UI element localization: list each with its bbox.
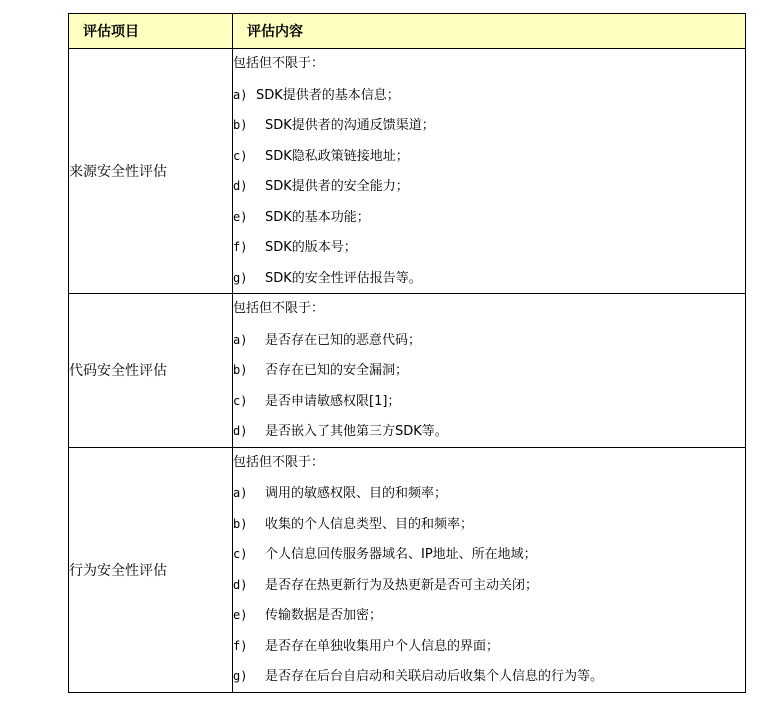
- list-text: 是否存在后台自启动和关联启动后收集个人信息的行为等。: [265, 669, 604, 684]
- list-marker: d): [233, 179, 248, 193]
- list-text: SDK的基本功能；: [265, 209, 370, 225]
- content-list-item: [233, 171, 745, 202]
- list-text: SDK的版本号；: [265, 240, 357, 255]
- content-list-item: [233, 355, 745, 386]
- list-text: 传输数据是否加密；: [265, 608, 383, 623]
- list-text: 否存在已知的安全漏洞；: [265, 363, 409, 378]
- header-assessment-content: 评估内容: [233, 14, 746, 49]
- list-text: 是否存在热更新行为及热更新是否可主动关闭；: [265, 577, 539, 593]
- content-list-item: [233, 325, 745, 356]
- assessment-item-cell: 行为安全性评估: [69, 447, 233, 692]
- content-list-item: [233, 416, 745, 447]
- list-text: 是否存在单独收集用户个人信息的界面；: [265, 638, 500, 654]
- list-marker: d): [233, 424, 248, 438]
- list-marker: b): [233, 363, 248, 377]
- list-marker: f): [233, 638, 248, 653]
- list-marker: a): [233, 87, 248, 102]
- list-marker: b): [233, 118, 248, 132]
- content-list-item: [233, 232, 745, 263]
- table-row: [69, 447, 746, 692]
- assessment-content-cell: [233, 447, 746, 692]
- assessment-item-cell: 代码安全性评估: [69, 294, 233, 448]
- list-text: SDK提供者的基本信息；: [256, 87, 400, 103]
- list-marker: g): [233, 270, 248, 285]
- assessment-content-cell: [233, 294, 746, 448]
- content-list-item: [233, 478, 745, 509]
- table-row: [69, 49, 746, 294]
- content-list-item: [233, 631, 745, 662]
- content-list-item: [233, 509, 745, 540]
- header-assessment-item: 评估项目: [69, 14, 233, 49]
- list-text: 收集的个人信息类型、目的和频率；: [265, 516, 474, 532]
- list-text: SDK提供者的沟通反馈渠道；: [265, 118, 435, 133]
- content-list-item: [233, 263, 745, 294]
- list-marker: d): [233, 577, 248, 592]
- content-intro: 包括但不限于：: [233, 454, 325, 470]
- content-intro: 包括但不限于：: [233, 56, 325, 71]
- list-marker: a): [233, 486, 248, 500]
- list-text: 个人信息回传服务器域名、IP地址、所在地域；: [265, 547, 537, 562]
- content-list-item: [233, 80, 745, 111]
- content-list-item: [233, 539, 745, 570]
- list-marker: b): [233, 516, 248, 531]
- content-list-item: [233, 570, 745, 601]
- content-intro: 包括但不限于：: [233, 301, 325, 316]
- assessment-item-cell: 来源安全性评估: [69, 49, 233, 294]
- list-text: 是否存在已知的恶意代码；: [265, 332, 422, 348]
- content-list-item: [233, 202, 745, 233]
- content-list-item: [233, 110, 745, 141]
- table-row: [69, 294, 746, 448]
- content-list-item: [233, 600, 745, 631]
- list-marker: c): [233, 393, 248, 408]
- table-header-row: [69, 14, 746, 49]
- sdk-assessment-table: [68, 13, 746, 693]
- list-marker: c): [233, 547, 248, 561]
- list-text: SDK的安全性评估报告等。: [265, 270, 422, 286]
- list-marker: a): [233, 332, 248, 347]
- list-text: 调用的敏感权限、目的和频率；: [265, 486, 448, 501]
- list-marker: e): [233, 608, 248, 622]
- list-text: SDK提供者的安全能力；: [265, 179, 409, 194]
- list-marker: f): [233, 240, 248, 254]
- list-marker: e): [233, 209, 248, 224]
- content-list-item: [233, 386, 745, 417]
- list-text: 是否申请敏感权限[1]；: [265, 393, 401, 409]
- list-marker: g): [233, 669, 248, 683]
- list-text: 是否嵌入了其他第三方SDK等。: [265, 424, 448, 439]
- content-list-item: [233, 661, 745, 692]
- content-list-item: [233, 141, 745, 172]
- list-marker: c): [233, 148, 248, 163]
- list-text: SDK隐私政策链接地址；: [265, 148, 409, 164]
- assessment-content-cell: [233, 49, 746, 294]
